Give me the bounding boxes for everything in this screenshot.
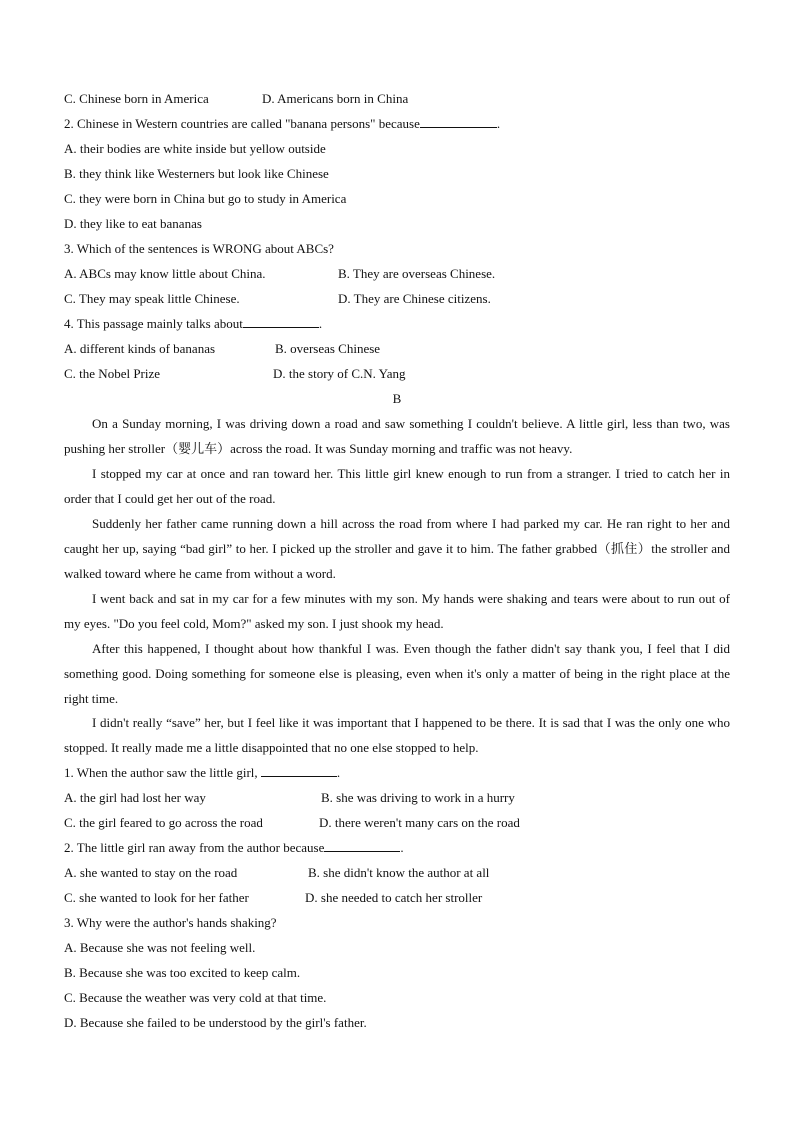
question-stem xyxy=(64,111,730,136)
question-text: 4. This passage mainly talks about xyxy=(64,316,243,331)
option-b: B. They are overseas Chinese. xyxy=(338,266,496,281)
option-a: A. different kinds of bananas xyxy=(64,341,216,356)
option-d: D. Because she failed to be understood by the girl's father. xyxy=(64,1015,367,1030)
option-d: D. They are Chinese citizens. xyxy=(338,291,491,306)
option-c: C. Chinese born in America xyxy=(64,91,209,106)
option-b: B. she didn't know the author at all xyxy=(308,865,490,880)
option-c: C. They may speak little Chinese. xyxy=(64,291,240,306)
question-text: 2. Chinese in Western countries are called "banana persons" because xyxy=(64,116,420,131)
options-row xyxy=(64,860,730,885)
options-row xyxy=(64,785,730,810)
option-d: D. there weren't many cars on the road xyxy=(319,815,520,830)
answer-blank[interactable] xyxy=(243,313,319,328)
question-end: . xyxy=(400,840,404,855)
option-a: A. their bodies are white inside but yellow outside xyxy=(64,141,326,156)
option-a: A. the girl had lost her way xyxy=(64,790,206,805)
section-heading: B xyxy=(392,391,402,406)
option-c: C. she wanted to look for her father xyxy=(64,890,249,905)
option-d: D. she needed to catch her stroller xyxy=(305,890,483,905)
option-b: B. she was driving to work in a hurry xyxy=(321,790,515,805)
option-b: B. overseas Chinese xyxy=(275,341,381,356)
passage-paragraph: After this happened, I thought about how thankful I was. Even though the father didn't say thank you, I feel that I did something good. Doing something for someone else is pleasing, even when it's only a matter of being in the right place at the right time. xyxy=(64,641,730,706)
options-row xyxy=(64,885,730,910)
passage-paragraph: I went back and sat in my car for a few minutes with my son. My hands were shaking and tears were about to run out of my eyes. "Do you feel cold, Mom?" asked my son. I just shook my head. xyxy=(64,591,730,631)
question-stem xyxy=(64,311,730,336)
option-c: C. the Nobel Prize xyxy=(64,366,161,381)
answer-blank[interactable] xyxy=(420,113,497,128)
option-a: A. Because she was not feeling well. xyxy=(64,940,256,955)
passage-paragraph: On a Sunday morning, I was driving down a road and saw something I couldn't believe. A little girl, less than two, was pushing her stroller（婴儿车）across the road. It was Sunday morning and traffic was not heavy. xyxy=(64,416,730,456)
option-a: A. she wanted to stay on the road xyxy=(64,865,238,880)
options-row xyxy=(64,361,730,386)
answer-blank[interactable] xyxy=(324,837,400,852)
option-d: D. they like to eat bananas xyxy=(64,216,202,231)
answer-blank[interactable] xyxy=(261,762,337,777)
question-end: . xyxy=(496,116,501,131)
question-end: . xyxy=(336,765,341,780)
q1-options-row xyxy=(64,86,730,111)
option-d: D. Americans born in China xyxy=(262,91,409,106)
option-b: B. Because she was too excited to keep calm. xyxy=(64,965,301,980)
options-row xyxy=(64,336,730,361)
question-stem: 3. Which of the sentences is WRONG about ABCs? xyxy=(64,241,334,256)
question-text: 2. The little girl ran away from the author because xyxy=(64,840,325,855)
options-row xyxy=(64,261,730,286)
question-end: . xyxy=(318,316,323,331)
question-stem xyxy=(64,760,730,785)
passage-paragraph: Suddenly her father came running down a hill across the road from where I had parked my car. He ran right to her and caught her up, saying “bad girl” to her. I picked up the stroller and gave it to him. The father grabbed（抓住）the stroller and walked toward where he came from without a word. xyxy=(64,516,730,581)
question-stem: 3. Why were the author's hands shaking? xyxy=(64,915,277,930)
options-row xyxy=(64,810,730,835)
question-text: 1. When the author saw the little girl, xyxy=(64,765,258,780)
option-a: A. ABCs may know little about China. xyxy=(64,266,266,281)
option-c: C. they were born in China but go to study in America xyxy=(64,191,347,206)
option-b: B. they think like Westerners but look like Chinese xyxy=(64,166,329,181)
passage-paragraph: I didn't really “save” her, but I feel like it was important that I happened to be there. It is sad that I was the only one who stopped. It really made me a little disappointed that no one else stopped to help. xyxy=(64,715,730,755)
question-stem xyxy=(64,835,730,860)
option-c: C. Because the weather was very cold at that time. xyxy=(64,990,327,1005)
option-c: C. the girl feared to go across the road xyxy=(64,815,263,830)
passage-paragraph: I stopped my car at once and ran toward her. This little girl knew enough to run from a stranger. I tried to catch her in order that I could get her out of the road. xyxy=(64,466,730,506)
options-row xyxy=(64,286,730,311)
option-d: D. the story of C.N. Yang xyxy=(273,366,406,381)
